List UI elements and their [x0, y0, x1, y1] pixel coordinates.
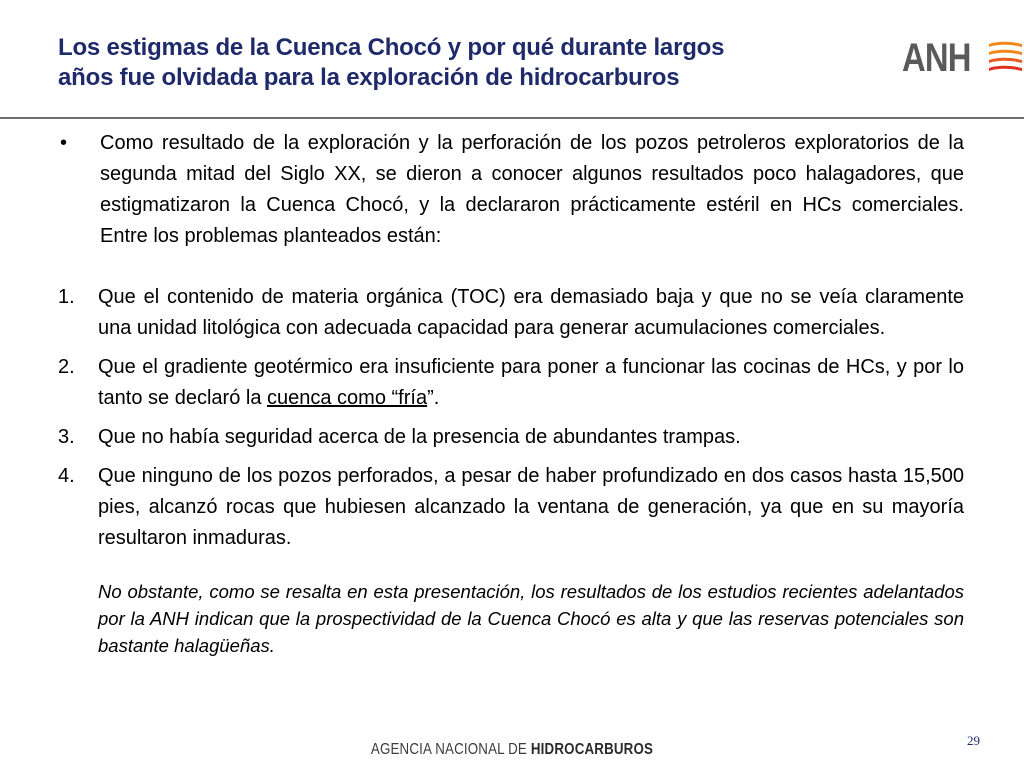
list-item: [58, 461, 964, 554]
list-item-text: Que no había seguridad acerca de la presencia de abundantes trampas.: [98, 426, 741, 448]
list-item-text-part: Que el gradiente geotérmico era insuficiente para poner a funcionar las cocinas de HCs, y por lo tanto se declaró la: [98, 356, 964, 409]
list-number: 3.: [58, 426, 75, 448]
list-item: [58, 422, 964, 453]
list-number: 1.: [58, 286, 75, 308]
footer-text-bold: HIDROCARBUROS: [530, 741, 654, 758]
footer-agency-name: [72, 741, 953, 759]
slide-title: [58, 33, 898, 93]
list-item: [58, 282, 964, 344]
title-divider: [0, 117, 1024, 119]
logo-flame-icon: [987, 40, 1024, 76]
list-item: [58, 352, 964, 414]
list-item-text: Que ninguno de los pozos perforados, a pesar de haber profundizado en dos casos hasta 15,500 pies, alcanzó rocas que hubiesen alcanzado la ventana de generación, ya que en su mayoría resultaron inmaduras.: [98, 465, 964, 549]
list-number: 2.: [58, 356, 75, 378]
list-item-text: Que el contenido de materia orgánica (TOC) era demasiado baja y que no se veía claramente una unidad litológica con adecuada capacidad para generar acumulaciones comerciales.: [98, 286, 964, 339]
page-number: 29: [967, 733, 980, 748]
intro-text: Como resultado de la exploración y la perforación de los pozos petroleros exploratorios de la segunda mitad del Siglo XX, se dieron a conocer algunos resultados poco halagadores, que estigmatizaron la Cuenca Chocó, y la declararon prácticamente estéril en HCs comerciales. Entre los problemas planteados están:: [100, 132, 964, 247]
title-line-1: Los estigmas de la Cuenca Chocó y por qué durante largos: [58, 34, 725, 61]
intro-bullet: [58, 128, 964, 252]
bullet-marker: •: [60, 132, 68, 154]
list-number: 4.: [58, 465, 75, 487]
list-item-text: [98, 352, 964, 414]
logo-text: ANH: [902, 36, 971, 80]
footer-text: AGENCIA NACIONAL DE: [370, 741, 531, 758]
slide-body: [58, 128, 964, 659]
closing-note: No obstante, como se resalta en esta presentación, los resultados de los estudios recientes adelantados por la ANH indican que la prospectividad de la Cuenca Chocó es alta y que las reservas potenciales son bastante halagüeñas.: [98, 581, 964, 656]
title-line-2: años fue olvidada para la exploración de hidrocarburos: [58, 64, 680, 91]
anh-logo: [902, 38, 1024, 78]
underlined-phrase: cuenca como “fría: [267, 387, 428, 409]
list-item-text-part: ”.: [427, 387, 440, 409]
